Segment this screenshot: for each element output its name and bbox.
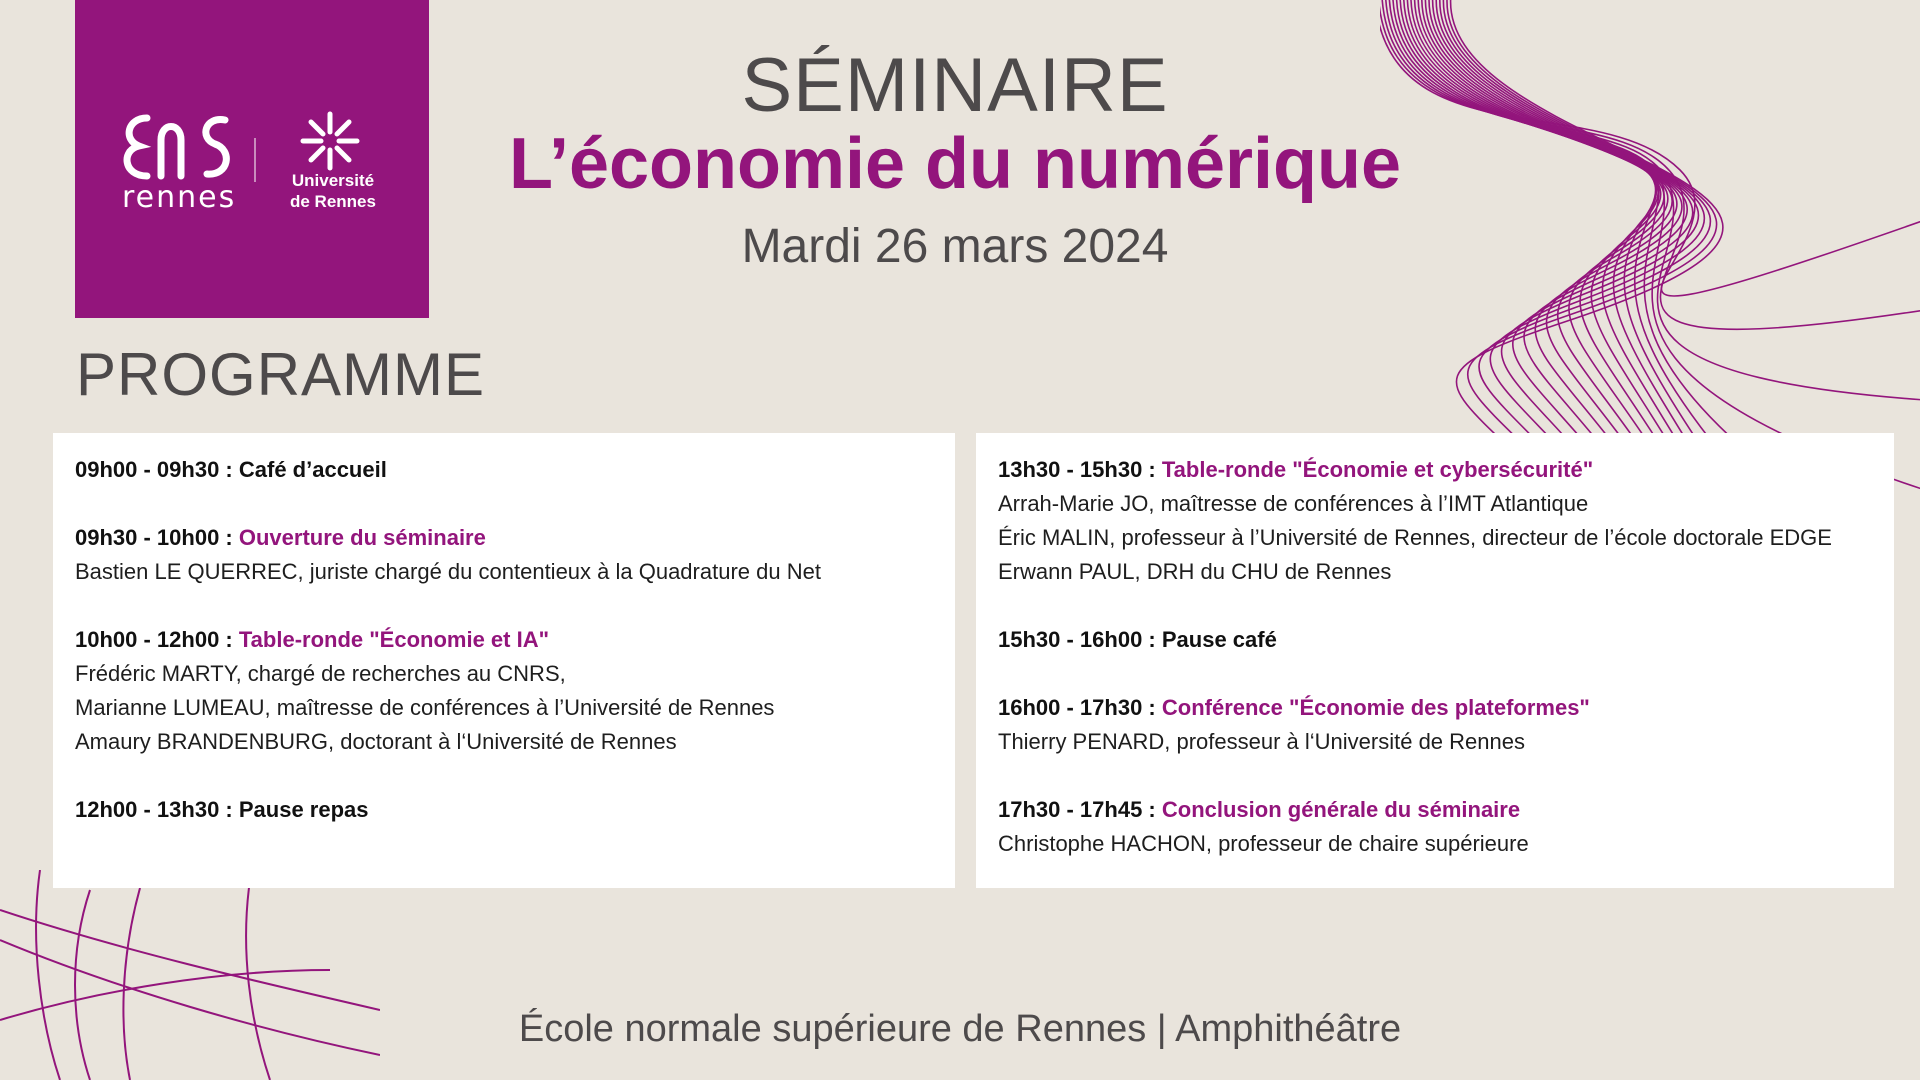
entry-speaker: Éric MALIN, professeur à l’Université de Rennes, directeur de l’école doctorale EDGE bbox=[998, 525, 1832, 550]
entry-heading bbox=[75, 453, 933, 487]
entry-title: Ouverture du séminaire bbox=[238, 525, 486, 550]
university-line-2: de Rennes bbox=[290, 192, 376, 211]
programme-entry bbox=[75, 453, 933, 487]
entry-heading bbox=[998, 691, 1872, 725]
entry-heading bbox=[998, 793, 1872, 827]
logo-separator bbox=[254, 138, 256, 182]
entry-speaker: Bastien LE QUERREC, juriste chargé du contentieux à la Quadrature du Net bbox=[75, 559, 821, 584]
seminar-subtitle: L’économie du numérique bbox=[508, 124, 1402, 204]
entry-speaker: Marianne LUMEAU, maîtresse de conférences à l’Université de Rennes bbox=[75, 695, 775, 720]
entry-title: Conclusion générale du séminaire bbox=[1161, 797, 1521, 822]
programme-panel-left bbox=[53, 433, 955, 888]
entry-time: 09h00 - 09h30 : bbox=[75, 457, 233, 482]
ens-rennes-text: rennes bbox=[122, 180, 237, 215]
entry-time: 09h30 - 10h00 : bbox=[75, 525, 233, 550]
entry-speaker: Frédéric MARTY, chargé de recherches au CNRS, bbox=[75, 661, 566, 686]
entry-speaker: Christophe HACHON, professeur de chaire supérieure bbox=[998, 831, 1529, 856]
university-line-1: Université bbox=[291, 171, 375, 190]
university-name bbox=[283, 170, 383, 212]
entry-title: Table-ronde "Économie et cybersécurité" bbox=[1161, 457, 1594, 482]
entry-title: Café d’accueil bbox=[238, 457, 387, 482]
entry-heading bbox=[998, 453, 1872, 487]
entry-title: Table-ronde "Économie et IA" bbox=[238, 627, 550, 652]
seminar-title: SÉMINAIRE bbox=[741, 43, 1169, 128]
programme-entry bbox=[998, 453, 1872, 589]
programme-entry bbox=[998, 691, 1872, 759]
logo-panel bbox=[75, 0, 429, 318]
entry-time: 12h00 - 13h30 : bbox=[75, 797, 233, 822]
entry-time: 17h30 - 17h45 : bbox=[998, 797, 1156, 822]
venue-footer: École normale supérieure de Rennes | Amphithéâtre bbox=[518, 1008, 1402, 1050]
entry-time: 16h00 - 17h30 : bbox=[998, 695, 1156, 720]
entry-speaker: Arrah-Marie JO, maîtresse de conférences à l’IMT Atlantique bbox=[998, 491, 1589, 516]
programme-entry bbox=[75, 793, 933, 827]
programme-heading: PROGRAMME bbox=[76, 341, 486, 408]
entry-speaker: Thierry PENARD, professeur à l‘Université de Rennes bbox=[998, 729, 1525, 754]
title-block bbox=[430, 40, 1480, 282]
programme-entry bbox=[75, 521, 933, 589]
entry-heading bbox=[75, 793, 933, 827]
programme-entry bbox=[998, 623, 1872, 657]
entry-time: 10h00 - 12h00 : bbox=[75, 627, 233, 652]
entry-title: Conférence "Économie des plateformes" bbox=[1161, 695, 1590, 720]
entry-speaker: Amaury BRANDENBURG, doctorant à l‘Université de Rennes bbox=[75, 729, 677, 754]
entry-heading bbox=[998, 623, 1872, 657]
programme-entry bbox=[998, 793, 1872, 861]
programme-entry bbox=[75, 623, 933, 759]
university-emblem-icon bbox=[299, 110, 361, 172]
entry-speaker: Erwann PAUL, DRH du CHU de Rennes bbox=[998, 559, 1392, 584]
entry-time: 13h30 - 15h30 : bbox=[998, 457, 1156, 482]
entry-title: Pause café bbox=[1161, 627, 1277, 652]
entry-heading bbox=[75, 623, 933, 657]
entry-time: 15h30 - 16h00 : bbox=[998, 627, 1156, 652]
entry-title: Pause repas bbox=[238, 797, 369, 822]
programme-panel-right bbox=[976, 433, 1894, 888]
seminar-date: Mardi 26 mars 2024 bbox=[741, 220, 1169, 273]
entry-heading bbox=[75, 521, 933, 555]
